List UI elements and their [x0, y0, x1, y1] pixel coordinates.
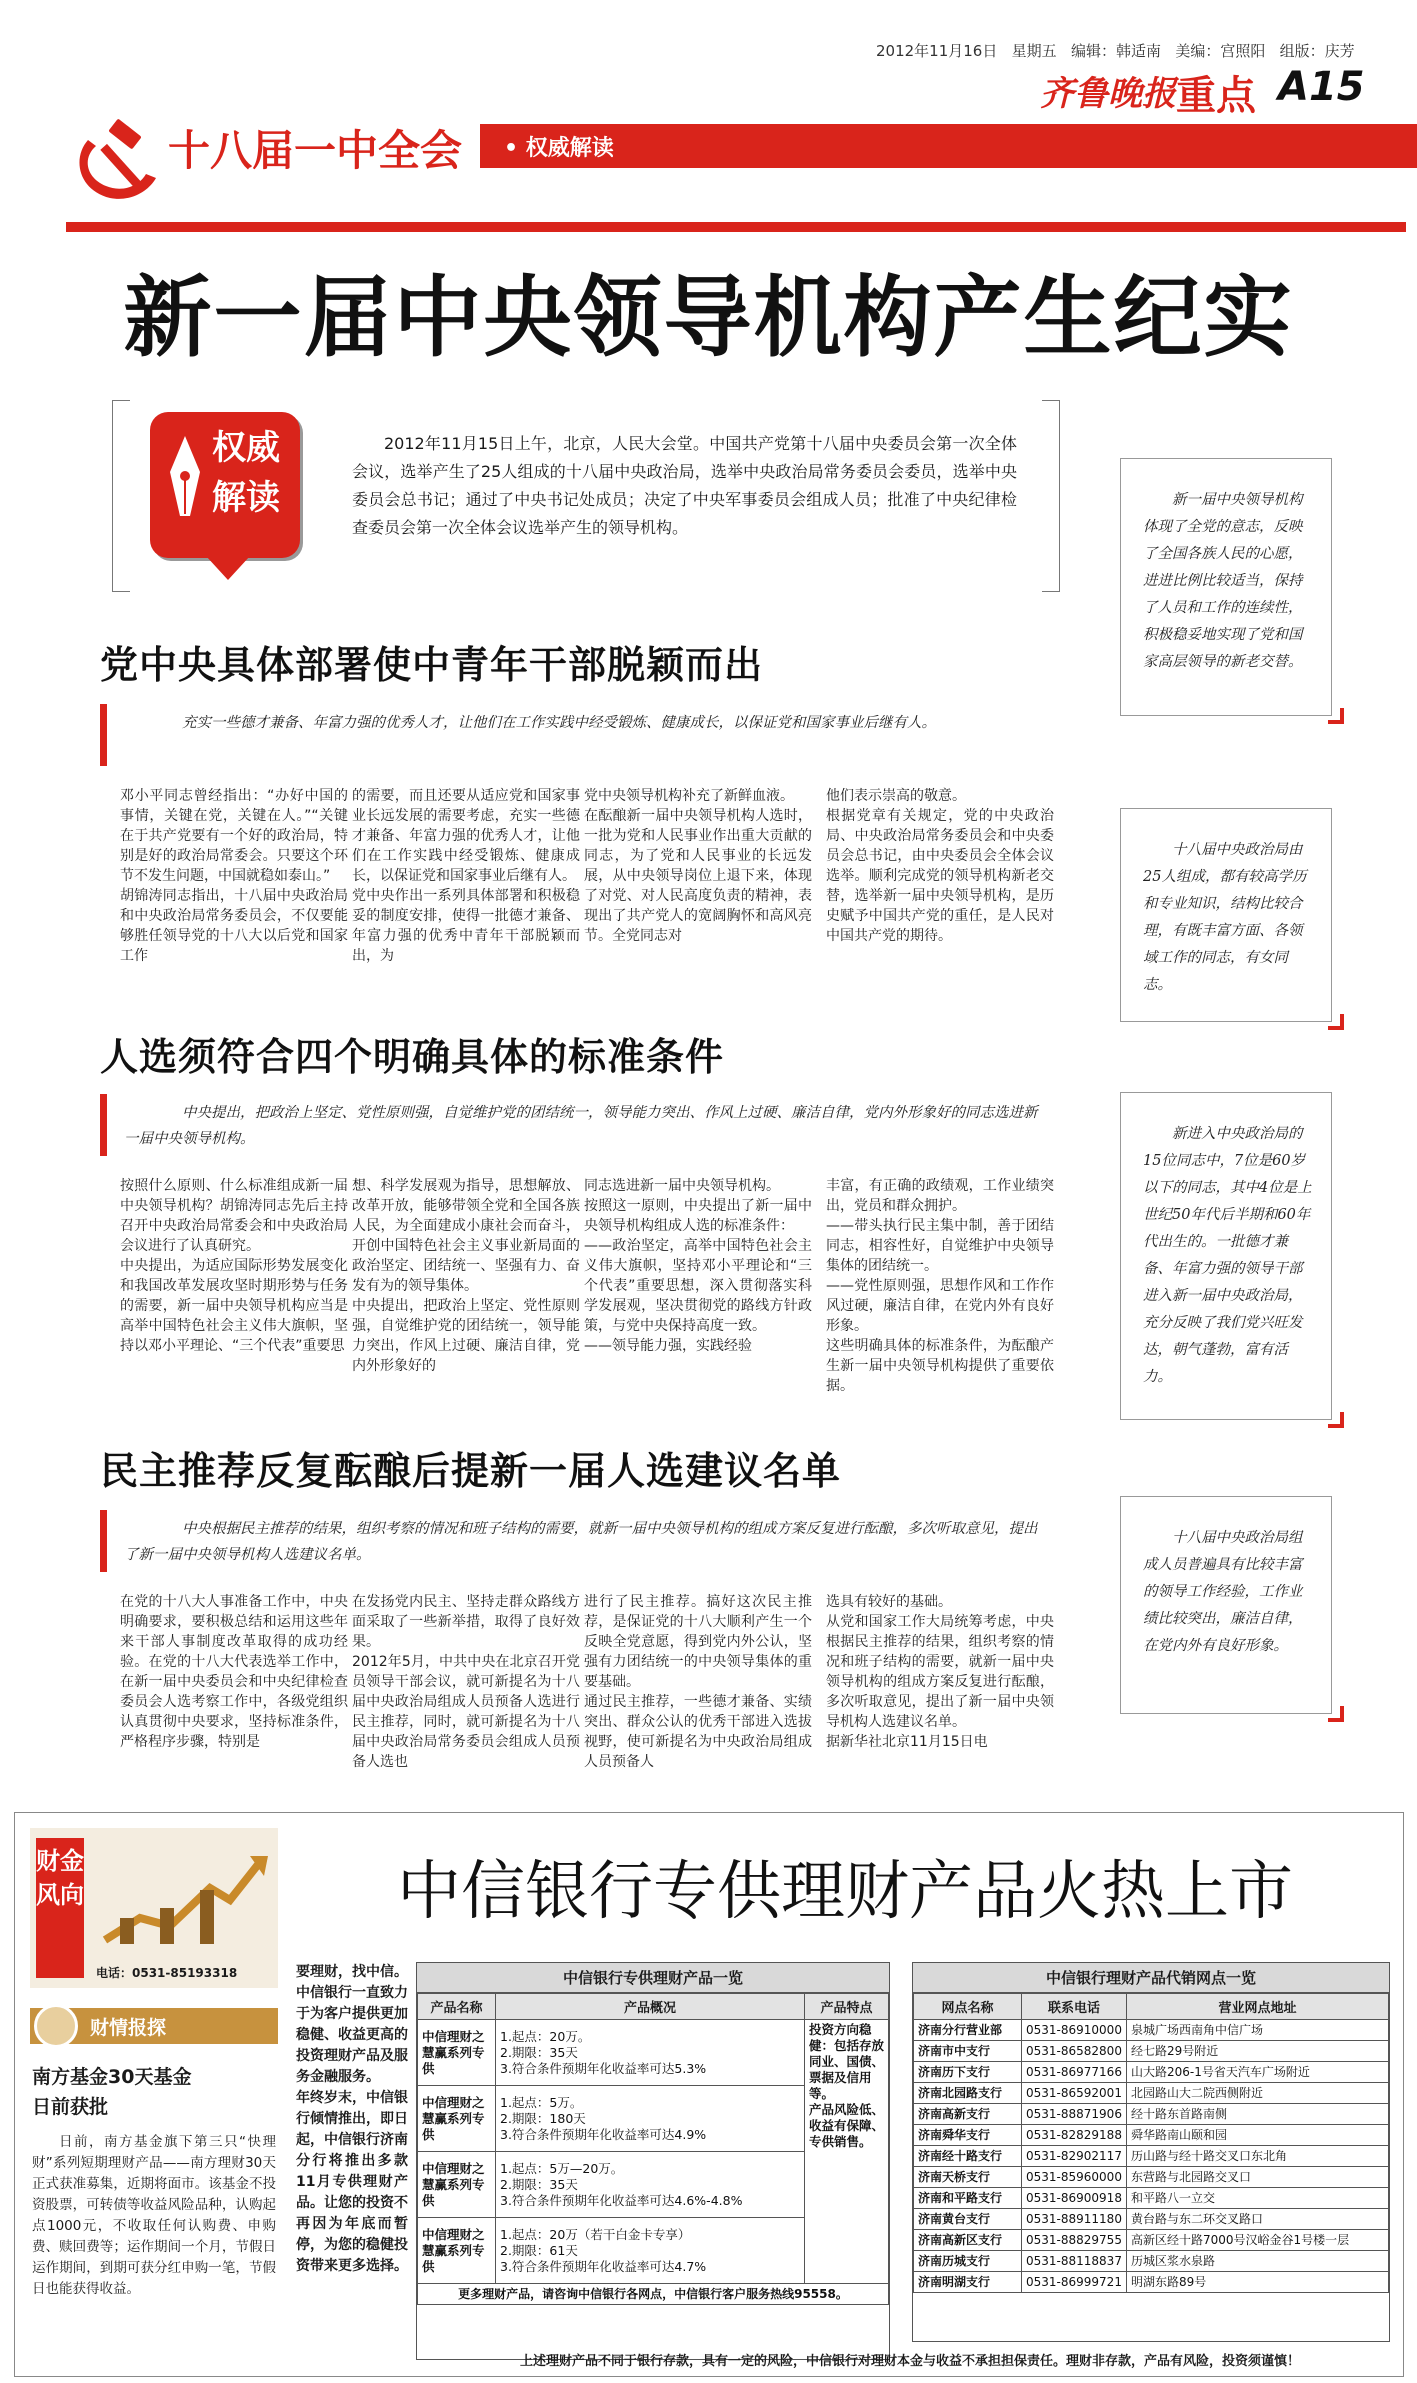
sidebar-text: 十八届中央政治局组成人员普遍具有比较丰富的领导工作经验，工作业绩比较突出，廉洁自律，在党内外有良好形象。	[1143, 1530, 1303, 1654]
section1-col1: 邓小平同志曾经指出：“办好中国的事情，关键在党，关键在人。”“关键在于共产党要有一个好的政治局，特别是好的政治局常委会。只要这个环节不发生问题，中国就稳如泰山。” 胡锦涛同志指出，十八届中央政治局和中央政治局常务委员会，不仅要能够胜任领导党的十八大以后党和国家工作	[120, 788, 348, 964]
column-name: • 权威解读	[504, 136, 614, 161]
outlet-address: 泉城广场西南角中信广场	[1126, 2020, 1388, 2041]
badge-pointer	[206, 556, 250, 580]
section3-col3: 进行了民主推荐。搞好这次民主推荐，是保证党的十八大顺利产生一个反映全党意愿，得到党内外公认，坚强有力团结统一的中央领导集体的重要基础。 通过民主推荐，一些德才兼备、实绩突出、群众公认的优秀干部进入选拔视野，使可新提名为中央政治局组成人员预备人	[584, 1594, 812, 1770]
lead-marker	[100, 704, 107, 766]
outlet-table	[913, 1993, 1389, 2293]
outlet-row	[914, 2062, 1389, 2083]
section3-col1: 在党的十八大人事准备工作中，中央明确要求，要积极总结和运用这些年来干部人事制度改革取得的成功经验。在党的十八大代表选举工作中，在新一届中央委员会和中央纪律检查委员会人选考察工作中，各级党组织认真贯彻中央要求，坚持标准条件，严格程序步骤，特别是	[120, 1594, 348, 1750]
section1-col4: 他们表示崇高的敬意。 根据党章有关规定，党的中央政治局、中央政治局常务委员会和中央委员会总书记，由中央委员会全体会议选举。顺利完成党的领导机构新老交替，选举新一届中央领导机构，是历史赋予中国共产党的重任，是人民对中国共产党的期待。	[826, 788, 1054, 944]
outlet-phone: 0531-88829755	[1022, 2230, 1127, 2251]
product-col-header: 产品概况	[496, 1994, 805, 2020]
product-name: 中信理财之慧赢系列专供	[418, 2086, 496, 2152]
sidebar-box-2	[1120, 808, 1332, 1022]
section-tag: 财情报探	[90, 2017, 167, 2039]
outlet-address: 历城区浆水泉路	[1126, 2251, 1388, 2272]
product-header-row	[418, 1994, 889, 2020]
section1-col3: 党中央领导机构补充了新鲜血液。 在酝酿新一届中央领导机构人选时，一批为党和人民事业作出重大贡献的同志，为了党和人民事业的长远发展，从中央领导岗位上退下来，体现了对党、对人民高度负责的精神，表现出了共产党人的宽阔胸怀和高风亮节。全党同志对	[584, 788, 812, 944]
outlet-name: 济南天桥支行	[914, 2167, 1022, 2188]
hammer-sickle-icon	[68, 118, 168, 208]
outlet-name: 济南历下支行	[914, 2062, 1022, 2083]
sidebar-box-1	[1120, 458, 1332, 716]
section2-col1: 按照什么原则、什么标准组成新一届中央领导机构？胡锦涛同志先后主持召开中央政治局常委会和中央政治局会议进行了认真研究。 中央提出，为适应国际形势发展变化和我国改革发展攻坚时期形势与任务的需要，新一届中央领导机构应当是高举中国特色社会主义伟大旗帜，坚持以邓小平理论、“三个代表”重要思	[120, 1178, 348, 1354]
issue-weekday: 星期五	[1011, 42, 1057, 60]
outlet-row	[914, 2104, 1389, 2125]
outlet-phone: 0531-88911180	[1022, 2209, 1127, 2230]
outlet-address: 舜华路南山颐和园	[1126, 2125, 1388, 2146]
product-name: 中信理财之慧赢系列专供	[418, 2152, 496, 2218]
outlet-name: 济南经十路支行	[914, 2146, 1022, 2167]
main-headline: 新一届中央领导机构产生纪实	[123, 266, 1294, 369]
product-desc: 1.起点：20万。 2.期限：35天 3.符合条件预期年化收益率可达5.3%	[496, 2020, 805, 2086]
lead-marker	[100, 1094, 107, 1156]
sidebar-corner	[1328, 1412, 1344, 1428]
sidebar-box-3	[1120, 1092, 1332, 1420]
outlet-row	[914, 2167, 1389, 2188]
outlet-phone: 0531-86592001	[1022, 2083, 1127, 2104]
intro-paragraph: 2012年11月15日上午，北京，人民大会堂。中国共产党第十八届中央委员会第一次全体会议，选举产生了25人组成的十八届中央政治局，选举中央政治局常务委员会委员，选举中央委员会总书记；通过了中央书记处成员；决定了中央军事委员会组成人员；批准了中央纪律检查委员会第一次全体会议选举产生的领导机构。	[352, 434, 1017, 537]
product-footnote-row	[418, 2284, 889, 2305]
product-name: 中信理财之慧赢系列专供	[418, 2020, 496, 2086]
outlet-table-title: 中信银行理财产品代销网点一览	[913, 1963, 1389, 1993]
outlet-row	[914, 2209, 1389, 2230]
section3-col4: 选具有较好的基础。 从党和国家工作大局统筹考虑，中央根据民主推荐的结果，组织考察的情况和班子结构的需要，就新一届中央领导机构的组成方案反复进行酝酿，多次听取意见，提出了新一届中央领导机构人选建议名单。 据新华社北京11月15日电	[826, 1594, 1054, 1750]
product-table-title: 中信银行专供理财产品一览	[417, 1963, 889, 1993]
promo-text: 要理财，找中信。中信银行一直致力于为客户提供更加稳健、收益更高的投资理财产品及服务金融服务。 年终岁末，中信银行倾情推出，即日起，中信银行济南分行将推出多款11月专供理财产品。让您的投资不再因为年底而暂停，为您的稳健投资带来更多选择。	[296, 1964, 408, 2274]
product-footnote: 更多理财产品，请咨询中信银行各网点，中信银行客户服务热线95558。	[418, 2284, 889, 2305]
section-lead-2: 中央提出，把政治上坚定、党性原则强，自觉维护党的团结统一，领导能力突出、作风上过硬、廉洁自律，党内外形象好的同志选进新一届中央领导机构。	[124, 1105, 1038, 1147]
ad-disclaimer: 上述理财产品不同于银行存款，具有一定的风险，中信银行对理财本金与收益不承担担保责任。理财非存款，产品有风险，投资须谨慎！	[519, 2354, 1300, 2369]
sidebar-corner	[1328, 1014, 1344, 1030]
outlet-name: 济南分行营业部	[914, 2020, 1022, 2041]
column-name-text: 权威解读	[525, 136, 614, 161]
outlet-row	[914, 2020, 1389, 2041]
badge-line1: 权威	[212, 428, 280, 468]
brief-body: 日前，南方基金旗下第三只“快理财”系列短期理财产品——南方理财30天正式获准募集，近期将面市。该基金不投资股票，可转债等收益风险品种，认购起点1000元，不收取任何认购费、申购费、赎回费等；运作期间一个月，节假日运作期间，到期可获分红申购一笔，节假日也能获得收益。	[32, 2134, 276, 2297]
sidebar-text: 十八届中央政治局由25人组成，都有较高学历和专业知识，结构比较合理，有既丰富方面、各领域工作的同志，有女同志。	[1143, 842, 1307, 993]
outlet-row	[914, 2230, 1389, 2251]
outlet-col-header: 营业网点地址	[1126, 1994, 1388, 2020]
banner-bar	[480, 124, 1417, 168]
intro-frame-corner	[112, 591, 130, 592]
layout-editor-credit: 组版：庆芳	[1279, 42, 1355, 60]
outlet-name: 济南市中支行	[914, 2041, 1022, 2062]
outlet-phone: 0531-85960000	[1022, 2167, 1127, 2188]
outlet-phone: 0531-86977166	[1022, 2062, 1127, 2083]
sidebar-box-4	[1120, 1496, 1332, 1714]
outlet-phone: 0531-86582800	[1022, 2041, 1127, 2062]
fin-column-logo	[30, 1828, 278, 1988]
outlet-name: 济南黄台支行	[914, 2209, 1022, 2230]
editor-credit: 编辑：韩适南	[1071, 42, 1162, 60]
product-panel	[416, 1962, 890, 2360]
ad-headline: 中信银行专供理财产品火热上市	[397, 1855, 1293, 1929]
outlet-name: 济南历城支行	[914, 2251, 1022, 2272]
outlet-address: 山大路206-1号省天汽车广场附近	[1126, 2062, 1388, 2083]
masthead-meta	[876, 40, 1355, 61]
outlet-row	[914, 2041, 1389, 2062]
sidebar-corner	[1328, 1706, 1344, 1722]
coin-icon	[34, 2004, 78, 2048]
section2-col4: 丰富，有正确的政绩观，工作业绩突出，党员和群众拥护。 ——带头执行民主集中制，善于团结同志，相容性好，自觉维护中央领导集体的团结统一。 ——党性原则强，思想作风和工作作风过硬，廉洁自律，在党内外有良好形象。 这些明确具体的标准条件，为酝酿产生新一届中央领导机构提供了重要依据。	[826, 1178, 1054, 1394]
art-editor-credit: 美编：宫照阳	[1175, 42, 1266, 60]
outlet-panel	[912, 1962, 1390, 2342]
outlet-row	[914, 2188, 1389, 2209]
outlet-col-header: 联系电话	[1022, 1994, 1127, 2020]
brief-title: 南方基金30天基金 日前获批	[32, 2066, 192, 2118]
section-lead-3: 中央根据民主推荐的结果，组织考察的情况和班子结构的需要，就新一届中央领导机构的组成方案反复进行酝酿，多次听取意见，提出了新一届中央领导机构人选建议名单。	[124, 1521, 1038, 1563]
banner-underline	[66, 222, 1406, 232]
outlet-address: 高新区经十路7000号汉峪金谷1号楼一层	[1126, 2230, 1388, 2251]
outlet-row	[914, 2083, 1389, 2104]
product-desc: 1.起点：5万。 2.期限：180天 3.符合条件预期年化收益率可达4.9%	[496, 2086, 805, 2152]
outlet-phone: 0531-86900918	[1022, 2188, 1127, 2209]
outlet-phone: 0531-82829188	[1022, 2125, 1127, 2146]
section-lead-1: 充实一些德才兼备、年富力强的优秀人才，让他们在工作实践中经受锻炼、健康成长，以保证党和国家事业后继有人。	[182, 715, 936, 731]
page-number: A15	[1278, 64, 1365, 110]
sidebar-corner	[1328, 708, 1344, 724]
outlet-address: 历山路与经十路交叉口东北角	[1126, 2146, 1388, 2167]
outlet-name: 济南和平路支行	[914, 2188, 1022, 2209]
product-name: 中信理财之慧赢系列专供	[418, 2218, 496, 2284]
outlet-name: 济南高新支行	[914, 2104, 1022, 2125]
outlet-name: 济南明湖支行	[914, 2272, 1022, 2293]
section2-col2: 想、科学发展观为指导，思想解放、改革开放，能够带领全党和全国各族人民，为全面建成小康社会而奋斗，开创中国特色社会主义事业新局面的政治坚定、团结统一、坚强有力、奋发有为的领导集体。 中央提出，把政治上坚定、党性原则强，自觉维护党的团结统一，领导能力突出，作风上过硬、廉洁自律，党内外形象好的	[352, 1178, 580, 1374]
outlet-col-header: 网点名称	[914, 1994, 1022, 2020]
product-col-header: 产品名称	[418, 1994, 496, 2020]
outlet-address: 和平路八一立交	[1126, 2188, 1388, 2209]
newspaper-logo: 齐鲁晚报	[1040, 74, 1176, 114]
outlet-row	[914, 2146, 1389, 2167]
authority-badge	[150, 412, 300, 558]
outlet-row	[914, 2251, 1389, 2272]
outlet-phone: 0531-88871906	[1022, 2104, 1127, 2125]
section3-col2: 在发扬党内民主、坚持走群众路线方面采取了一些新举措，取得了良好效果。 2012年5月，中共中央在北京召开党员领导干部会议，就可新提名为十八届中央政治局组成人员预备人选进行民主推荐，同时，就可新提名为十八届中央政治局常务委员会组成人员预备人选也	[352, 1594, 580, 1770]
outlet-name: 济南北园路支行	[914, 2083, 1022, 2104]
product-feature: 投资方向稳健：包括存放同业、国债、票据及信用等。 产品风险低、收益有保障、专供销售。	[805, 2020, 889, 2284]
outlet-name: 济南高新区支行	[914, 2230, 1022, 2251]
product-table	[417, 1993, 889, 2305]
product-row	[418, 2020, 889, 2086]
sidebar-text: 新进入中央政治局的15位同志中，7位是60岁以下的同志，其中4位是上世纪50年代后半期和60年代出生的。一批德才兼备、年富力强的领导干部进入新一届中央政治局，充分反映了我们党兴旺发达，朝气蓬勃，富有活力。	[1143, 1126, 1312, 1385]
badge-line2: 解读	[212, 478, 280, 518]
section-label: 重点	[1176, 73, 1256, 119]
outlet-address: 经七路29号附近	[1126, 2041, 1388, 2062]
intro-frame-corner	[112, 400, 130, 401]
intro-frame-corner	[1042, 400, 1060, 401]
section2-col3: 同志选进新一届中央领导机构。 按照这一原则，中央提出了新一届中央领导机构组成人选的标准条件： ——政治坚定，高举中国特色社会主义伟大旗帜，坚持邓小平理论和“三个代表”重要思想，深入贯彻落实科学发展观，坚决贯彻党的路线方针政策，与党中央保持高度一致。 ——领导能力强，实践经验	[584, 1178, 812, 1354]
outlet-address: 经十路东首路南侧	[1126, 2104, 1388, 2125]
pen-icon	[160, 432, 210, 522]
rising-arrow-icon	[100, 1848, 270, 1948]
outlet-name: 济南舜华支行	[914, 2125, 1022, 2146]
outlet-row	[914, 2125, 1389, 2146]
outlet-address: 黄台路与东二环交叉路口	[1126, 2209, 1388, 2230]
outlet-address: 明湖东路89号	[1126, 2272, 1388, 2293]
outlet-address: 北园路山大二院西侧附近	[1126, 2083, 1388, 2104]
lead-marker	[100, 1510, 107, 1572]
outlet-phone: 0531-86910000	[1022, 2020, 1127, 2041]
intro-frame-corner	[1042, 591, 1060, 592]
section1-col2: 的需要，而且还要从适应党和国家事业长远发展的需要考虑，充实一些德才兼备、年富力强的优秀人才，让他们在工作实践中经受锻炼、健康成长，以保证党和国家事业后继有人。 党中央作出一系列具体部署和积极稳妥的制度安排，使得一批德才兼备、年富力强的优秀中青年干部脱颖而出，为	[352, 788, 580, 964]
outlet-header-row	[914, 1994, 1389, 2020]
outlet-phone: 0531-86999721	[1022, 2272, 1127, 2293]
outlet-row	[914, 2272, 1389, 2293]
banner-title: 十八届一中全会	[168, 126, 463, 175]
outlet-address: 东营路与北园路交叉口	[1126, 2167, 1388, 2188]
section-title-1: 党中央具体部署使中青年干部脱颖而出	[100, 643, 764, 687]
fin-column-title: 财金风向	[36, 1838, 84, 1978]
product-desc: 1.起点：20万（若干白金卡专享） 2.期限：61天 3.符合条件预期年化收益率可达4.7%	[496, 2218, 805, 2284]
section-title-3: 民主推荐反复酝酿后提新一届人选建议名单	[100, 1449, 842, 1493]
product-desc: 1.起点：5万—20万。 2.期限：35天 3.符合条件预期年化收益率可达4.6%-4.8%	[496, 2152, 805, 2218]
sidebar-text: 新一届中央领导机构体现了全党的意志，反映了全国各族人民的心愿，进进比例比较适当，保持了人员和工作的连续性，积极稳妥地实现了党和国家高层领导的新老交替。	[1143, 492, 1303, 670]
product-col-header: 产品特点	[805, 1994, 889, 2020]
section-title-2: 人选须符合四个明确具体的标准条件	[100, 1035, 725, 1079]
issue-date: 2012年11月16日	[876, 42, 998, 60]
fin-column-phone: 电话：0531-85193318	[96, 1966, 238, 1980]
outlet-phone: 0531-82902117	[1022, 2146, 1127, 2167]
outlet-phone: 0531-88118837	[1022, 2251, 1127, 2272]
